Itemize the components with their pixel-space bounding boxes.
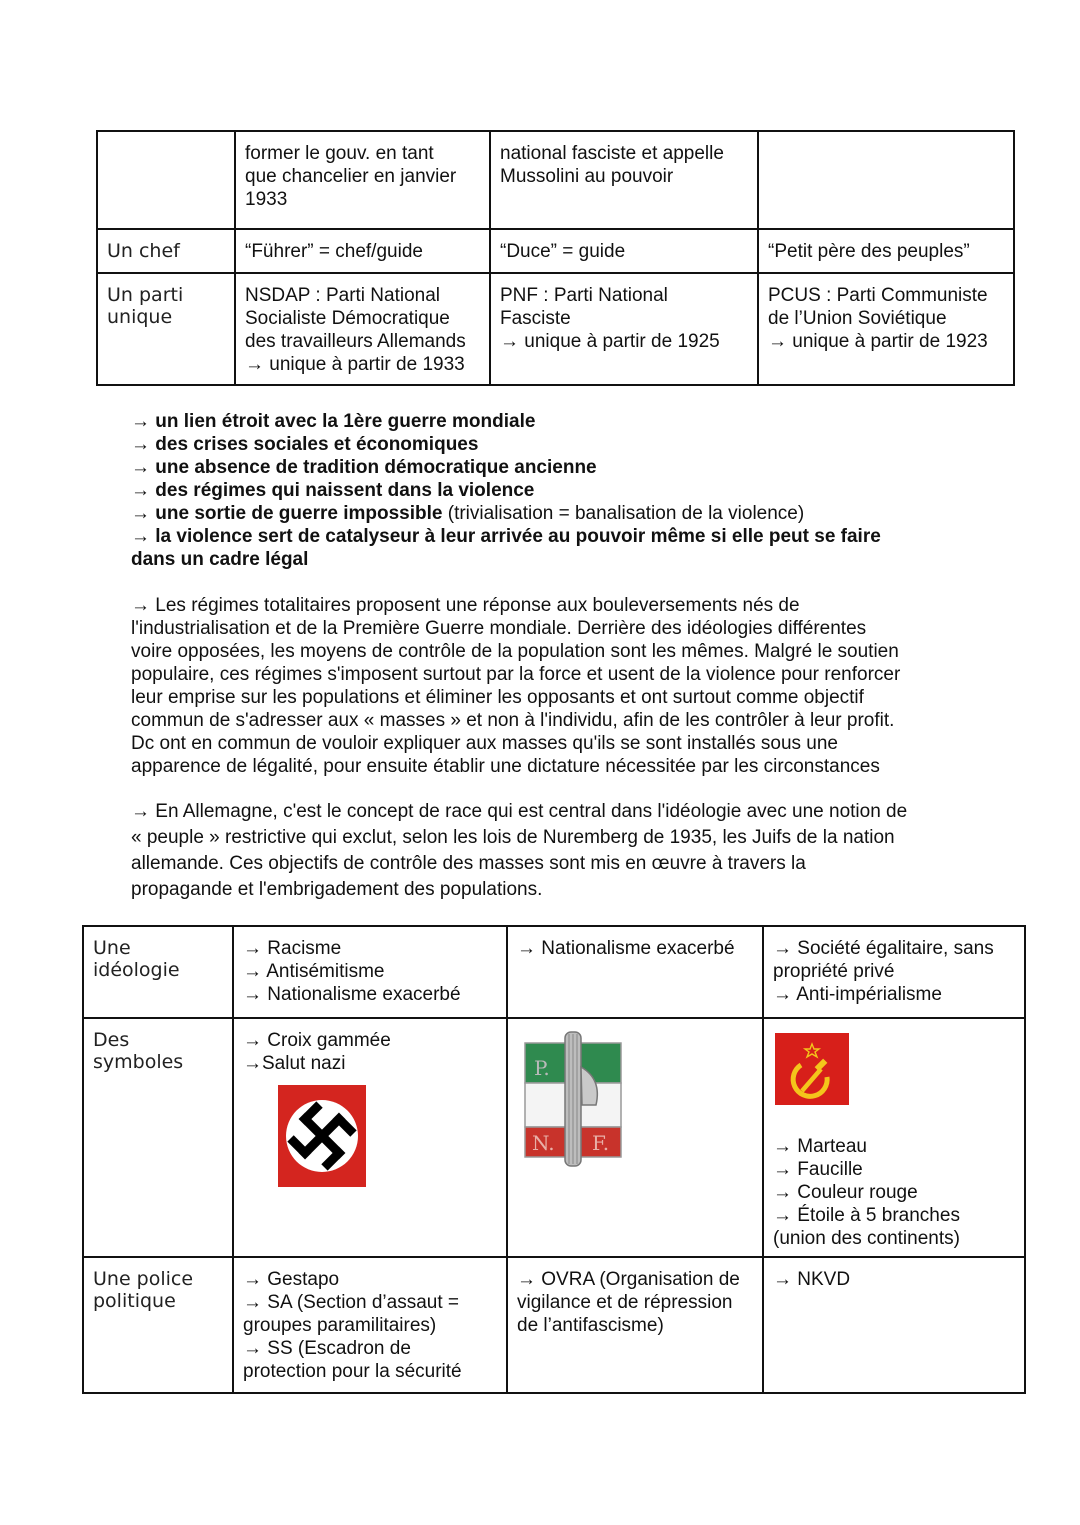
list-item: → une sortie de guerre impossible (trivialisation = banalisation de la violence) xyxy=(131,503,805,524)
pnf-letter-n: N. xyxy=(532,1131,555,1155)
pnf-letter-f: F. xyxy=(592,1131,610,1155)
soviet-flag-graphic xyxy=(775,1033,849,1105)
table-row xyxy=(97,229,1014,273)
list-item: → la violence sert de catalyseur à leur arrivée au pouvoir même si elle peut se faire xyxy=(131,526,881,547)
paragraph-germany: → En Allemagne, c'est le concept de race qui est central dans l'idéologie avec une notion de « peuple » restrictive qui exclut, selon les lois de Nuremberg de 1935, les Juifs de la nation allemande. Ces objectifs de contrôle des masses sont mis en œuvre à travers la propagande et l'embrigadement des populations. xyxy=(131,801,908,900)
italy-cell: → Nationalisme exacerbé xyxy=(507,926,763,1018)
ussr-cell xyxy=(758,131,1014,229)
list-item: → des régimes qui naissent dans la violence xyxy=(131,480,535,501)
swastika-flag-icon-graphic xyxy=(278,1085,366,1187)
row-label-cell: Un parti unique xyxy=(97,273,235,385)
comparison-table-bottom xyxy=(82,925,1026,1394)
ussr-cell: “Petit père des peuples” xyxy=(758,229,1014,273)
pnf-letter-p: P. xyxy=(534,1056,550,1080)
italy-cell: national fasciste et appelle Mussolini au pouvoir xyxy=(490,131,758,229)
table-row xyxy=(83,926,1025,1018)
ussr-cell: → NKVD xyxy=(763,1257,1025,1393)
germany-cell: → Gestapo → SA (Section d’assaut = groupes paramilitaires) → SS (Escadron de protection pour la sécurité xyxy=(233,1257,507,1393)
germany-cell: former le gouv. en tant que chancelier en janvier 1933 xyxy=(235,131,490,229)
row-label-cell: Une police politique xyxy=(83,1257,233,1393)
italy-cell: PNF : Parti National Fasciste → unique à partir de 1925 xyxy=(490,273,758,385)
germany-cell: “Führer” = chef/guide xyxy=(235,229,490,273)
list-item: dans un cadre légal xyxy=(131,549,309,570)
list-item: → des crises sociales et économiques xyxy=(131,434,479,455)
table-row xyxy=(83,1257,1025,1393)
paragraph-totalitarian-regimes: → Les régimes totalitaires proposent une réponse aux bouleversements nés de l'industrialisation et de la Première Guerre mondiale. Derrière des idéologies différentes voire opposées, les moyens de contrôle de la population sont les mêmes. Malgré le soutien populaire, ces régimes s'imposent surtout par la force et usent de la violence pour renforcer leur emprise sur les populations et éliminer les opposants et ont surtout comme objectif commun de s'adresser aux « masses » et non à l'individu, afin de les contrôler à leur profit. Dc ont en commun de vouloir expliquer aux masses qu'ils se sont installés sous une apparence de légalité, pour ensuite établir une dictature nécessitée par les circonstances xyxy=(131,595,901,777)
pnf-fasces-emblem-icon xyxy=(522,1029,753,1175)
row-label-cell: Un chef xyxy=(97,229,235,273)
row-label-cell: Une idéologie xyxy=(83,926,233,1018)
italy-cell: “Duce” = guide xyxy=(490,229,758,273)
soviet-flag-icon xyxy=(775,1033,1015,1111)
table-row xyxy=(83,1018,1025,1257)
ussr-cell: → Société égalitaire, sans propriété privé → Anti-impérialisme xyxy=(763,926,1025,1018)
ussr-cell: PCUS : Parti Communiste de l’Union Soviétique → unique à partir de 1923 xyxy=(758,273,1014,385)
key-points-list xyxy=(131,410,951,571)
table-row xyxy=(97,273,1014,385)
comparison-table-top xyxy=(96,130,1015,386)
row-label-cell: Des symboles xyxy=(83,1018,233,1257)
germany-cell: → Croix gammée →Salut nazi xyxy=(233,1018,507,1257)
list-item: → une absence de tradition démocratique ancienne xyxy=(131,457,597,478)
pnf-fasces-emblem-graphic xyxy=(522,1029,628,1169)
row-label-cell xyxy=(97,131,235,229)
italy-cell xyxy=(507,1018,763,1257)
list-item: → un lien étroit avec la 1ère guerre mondiale xyxy=(131,411,536,432)
ussr-cell: → Marteau → Faucille → Couleur rouge → Étoile à 5 branches (union des continents) xyxy=(763,1018,1025,1257)
italy-cell: → OVRA (Organisation de vigilance et de répression de l’antifascisme) xyxy=(507,1257,763,1393)
table-row xyxy=(97,131,1014,229)
germany-cell: NSDAP : Parti National Socialiste Démocratique des travailleurs Allemands → unique à partir de 1933 xyxy=(235,273,490,385)
germany-cell: → Racisme → Antisémitisme → Nationalisme exacerbé xyxy=(233,926,507,1018)
swastika-flag-icon xyxy=(278,1085,497,1193)
